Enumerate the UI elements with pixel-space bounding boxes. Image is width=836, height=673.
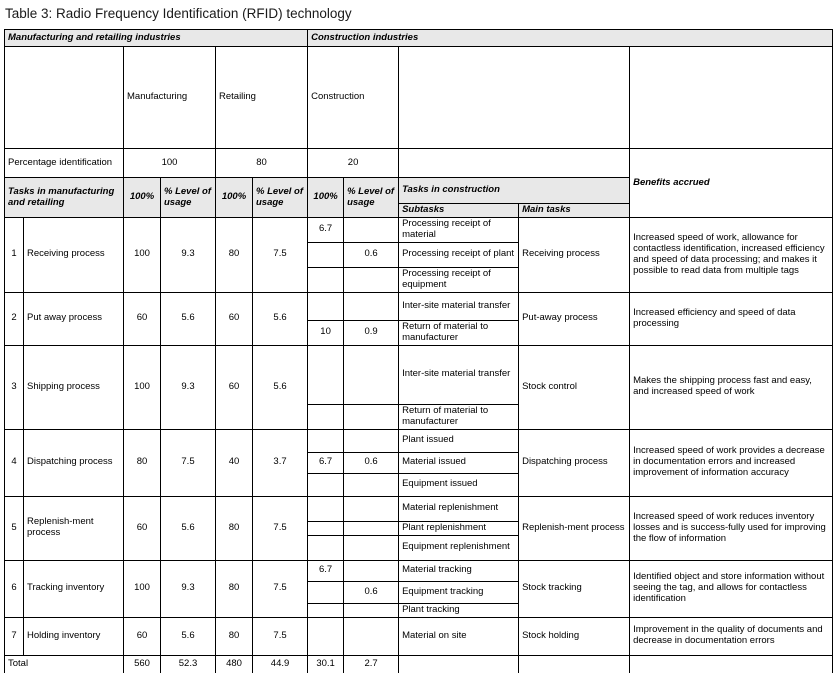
con-pct-cell	[308, 429, 344, 452]
benefits-cell: Identified object and store information without seeing the tag, and allows for contactless identification	[630, 560, 833, 617]
total-row	[5, 655, 833, 673]
main-task-cell: Receiving process	[519, 218, 630, 293]
main-task-cell: Stock holding	[519, 617, 630, 655]
ret-pct-cell: 80	[216, 560, 253, 617]
ret-level-cell: 7.5	[253, 496, 308, 560]
total-ret-pct: 480	[216, 655, 253, 673]
pct-id-construction: 20	[308, 149, 399, 178]
ret-level-cell: 5.6	[253, 345, 308, 429]
con-pct-cell	[308, 521, 344, 535]
ret-pct-cell: 60	[216, 292, 253, 345]
subtask-cell: Equipment issued	[399, 473, 519, 496]
header-tasks-construction: Tasks in construction	[399, 178, 630, 204]
row-num-cell: 3	[5, 345, 24, 429]
main-task-cell: Put-away process	[519, 292, 630, 345]
benefits-cell: Increased speed of work, allowance for contactless identification, increased efficiency and speed of data processing; and makes it possible to read data from multiple tags	[630, 218, 833, 293]
con-level-cell: 0.9	[344, 320, 399, 345]
row-num-cell: 4	[5, 429, 24, 496]
total-label: Total	[5, 655, 124, 673]
pct-id-retailing: 80	[216, 149, 308, 178]
mfg-level-cell: 9.3	[161, 345, 216, 429]
subtask-cell: Material tracking	[399, 560, 519, 581]
subtask-cell: Material replenishment	[399, 496, 519, 521]
subtask-cell: Return of material to manufacturer	[399, 320, 519, 345]
row-num-cell: 7	[5, 617, 24, 655]
benefits-cell: Improvement in the quality of documents and decrease in documentation errors	[630, 617, 833, 655]
total-con-pct: 30.1	[308, 655, 344, 673]
header-subtasks: Subtasks	[399, 204, 519, 218]
header-ret-level: % Level of usage	[253, 178, 308, 218]
benefits-cell: Increased speed of work reduces inventory losses and is success-fully used for improving the flow of information	[630, 496, 833, 560]
table-title: Table 3: Radio Frequency Identification (RFID) technology	[5, 6, 352, 21]
row-num-cell: 2	[5, 292, 24, 345]
con-pct-cell	[308, 535, 344, 560]
con-level-cell	[344, 521, 399, 535]
con-pct-cell	[308, 242, 344, 267]
band-construction: Construction industries	[308, 30, 833, 47]
total-ret-level: 44.9	[253, 655, 308, 673]
subtask-cell: Inter-site material transfer	[399, 345, 519, 404]
con-pct-cell	[308, 473, 344, 496]
con-pct-cell	[308, 581, 344, 603]
subtask-cell: Plant issued	[399, 429, 519, 452]
con-level-cell	[344, 617, 399, 655]
con-pct-cell: 6.7	[308, 560, 344, 581]
subtask-cell: Material issued	[399, 452, 519, 473]
subtask-cell: Return of material to manufacturer	[399, 404, 519, 429]
ret-level-cell: 7.5	[253, 560, 308, 617]
mfg-pct-cell: 100	[124, 218, 161, 293]
con-level-cell	[344, 603, 399, 617]
con-level-cell	[344, 292, 399, 320]
header-mfg-100pct: 100%	[124, 178, 161, 218]
mfg-pct-cell: 100	[124, 560, 161, 617]
band-manufacturing-retailing: Manufacturing and retailing industries	[5, 30, 308, 47]
main-task-cell: Stock control	[519, 345, 630, 429]
sector-construction: Construction	[308, 47, 399, 149]
main-task-cell: Replenish-ment process	[519, 496, 630, 560]
main-task-cell: Dispatching process	[519, 429, 630, 496]
con-level-cell: 0.6	[344, 581, 399, 603]
task-name-cell: Put away process	[24, 292, 124, 345]
subtask-cell: Equipment replenishment	[399, 535, 519, 560]
header-tasks-mfg-retail: Tasks in manufacturing and retailing	[5, 178, 124, 218]
con-pct-cell	[308, 496, 344, 521]
mfg-level-cell: 9.3	[161, 218, 216, 293]
benefits-cell: Increased speed of work provides a decrease in documentation errors and increased improvement of information accuracy	[630, 429, 833, 496]
ret-pct-cell: 40	[216, 429, 253, 496]
con-pct-cell: 6.7	[308, 218, 344, 243]
con-level-cell: 0.6	[344, 242, 399, 267]
task-name-cell: Shipping process	[24, 345, 124, 429]
con-level-cell	[344, 429, 399, 452]
header-con-100pct: 100%	[308, 178, 344, 218]
mfg-pct-cell: 60	[124, 292, 161, 345]
con-level-cell	[344, 404, 399, 429]
subtask-cell: Inter-site material transfer	[399, 292, 519, 320]
ret-pct-cell: 60	[216, 345, 253, 429]
con-level-cell	[344, 496, 399, 521]
row-num-cell: 1	[5, 218, 24, 293]
header-benefits-accrued: Benefits accrued	[630, 149, 833, 218]
empty-cell	[399, 47, 630, 149]
row-num-cell: 6	[5, 560, 24, 617]
empty-cell	[630, 655, 833, 673]
task-name-cell: Replenish-ment process	[24, 496, 124, 560]
con-level-cell	[344, 535, 399, 560]
task-name-cell: Dispatching process	[24, 429, 124, 496]
con-pct-cell	[308, 292, 344, 320]
con-level-cell	[344, 345, 399, 404]
header-con-level: % Level of usage	[344, 178, 399, 218]
mfg-level-cell: 7.5	[161, 429, 216, 496]
ret-level-cell: 7.5	[253, 218, 308, 293]
mfg-pct-cell: 60	[124, 617, 161, 655]
subtask-cell: Material on site	[399, 617, 519, 655]
mfg-pct-cell: 60	[124, 496, 161, 560]
con-pct-cell	[308, 345, 344, 404]
total-con-level: 2.7	[344, 655, 399, 673]
ret-pct-cell: 80	[216, 218, 253, 293]
con-pct-cell	[308, 267, 344, 292]
task-name-cell: Tracking inventory	[24, 560, 124, 617]
benefits-cell: Makes the shipping process fast and easy, and increased speed of work	[630, 345, 833, 429]
con-level-cell	[344, 473, 399, 496]
task-name-cell: Holding inventory	[24, 617, 124, 655]
con-pct-cell	[308, 617, 344, 655]
rfid-table	[4, 29, 833, 673]
ret-level-cell: 7.5	[253, 617, 308, 655]
con-level-cell	[344, 218, 399, 243]
task-name-cell: Receiving process	[24, 218, 124, 293]
mfg-level-cell: 9.3	[161, 560, 216, 617]
mfg-level-cell: 5.6	[161, 617, 216, 655]
sector-retailing: Retailing	[216, 47, 308, 149]
con-level-cell: 0.6	[344, 452, 399, 473]
pct-id-manufacturing: 100	[124, 149, 216, 178]
ret-pct-cell: 80	[216, 496, 253, 560]
empty-cell	[399, 655, 519, 673]
header-ret-100pct: 100%	[216, 178, 253, 218]
sector-manufacturing: Manufacturing	[124, 47, 216, 149]
total-mfg-level: 52.3	[161, 655, 216, 673]
mfg-level-cell: 5.6	[161, 496, 216, 560]
ret-pct-cell: 80	[216, 617, 253, 655]
mfg-level-cell: 5.6	[161, 292, 216, 345]
main-task-cell: Stock tracking	[519, 560, 630, 617]
subtask-cell: Processing receipt of equipment	[399, 267, 519, 292]
empty-cell	[519, 655, 630, 673]
header-mfg-level: % Level of usage	[161, 178, 216, 218]
mfg-pct-cell: 80	[124, 429, 161, 496]
empty-cell	[399, 149, 630, 178]
con-level-cell	[344, 267, 399, 292]
subtask-cell: Plant replenishment	[399, 521, 519, 535]
ret-level-cell: 5.6	[253, 292, 308, 345]
total-mfg-pct: 560	[124, 655, 161, 673]
percentage-identification-label: Percentage identification	[5, 149, 124, 178]
con-pct-cell: 6.7	[308, 452, 344, 473]
subtask-cell: Processing receipt of plant	[399, 242, 519, 267]
subtask-cell: Plant tracking	[399, 603, 519, 617]
empty-cell	[630, 47, 833, 149]
con-pct-cell: 10	[308, 320, 344, 345]
subtask-cell: Equipment tracking	[399, 581, 519, 603]
empty-cell	[5, 47, 124, 149]
con-pct-cell	[308, 404, 344, 429]
header-main-tasks: Main tasks	[519, 204, 630, 218]
ret-level-cell: 3.7	[253, 429, 308, 496]
con-pct-cell	[308, 603, 344, 617]
mfg-pct-cell: 100	[124, 345, 161, 429]
benefits-cell: Increased efficiency and speed of data processing	[630, 292, 833, 345]
con-level-cell	[344, 560, 399, 581]
subtask-cell: Processing receipt of material	[399, 218, 519, 243]
row-num-cell: 5	[5, 496, 24, 560]
